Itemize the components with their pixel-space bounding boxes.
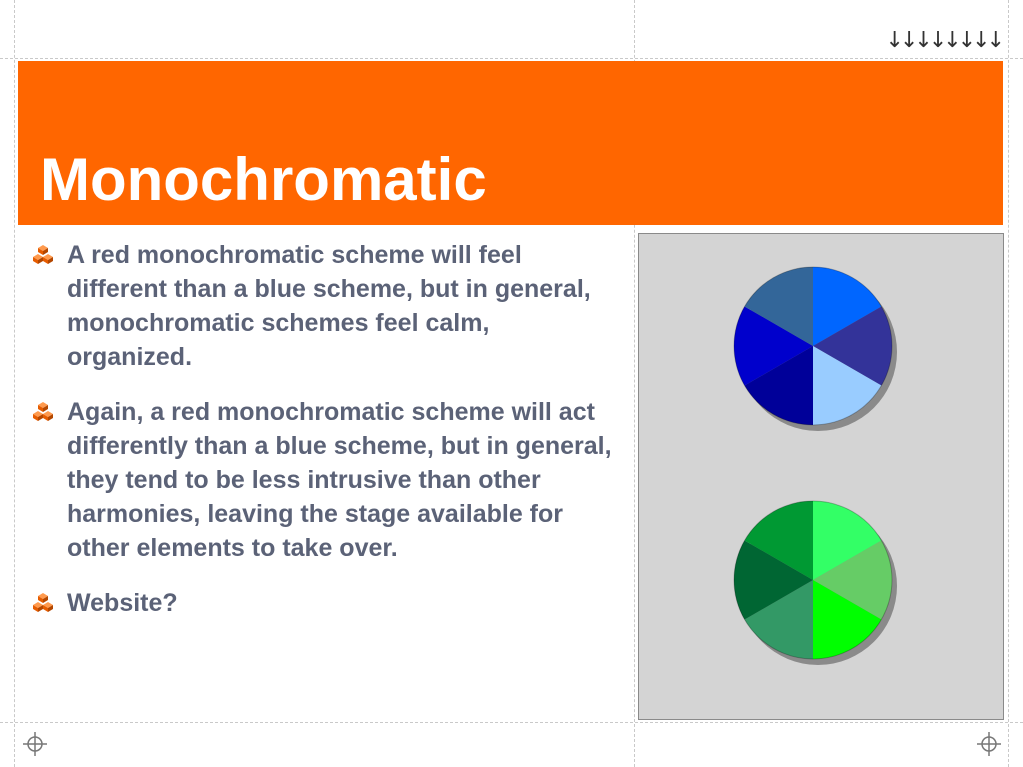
guide-line-right — [1008, 0, 1009, 767]
color-wheel-image — [638, 233, 1004, 720]
guide-line-bottom — [0, 722, 1023, 723]
bullet-text: Website? — [67, 589, 178, 617]
green-color-wheel — [731, 498, 901, 668]
cubes-bullet-icon — [32, 244, 54, 266]
bullet-item — [30, 238, 620, 374]
cubes-bullet-icon — [32, 592, 54, 614]
bullet-item — [30, 395, 620, 565]
bullet-item — [30, 586, 620, 620]
cubes-bullet-icon — [32, 401, 54, 423]
bullet-text: A red monochromatic scheme will feel different than a blue scheme, but in general, monochromatic schemes feel calm, organized. — [67, 241, 591, 371]
title-bar — [18, 61, 1003, 225]
crosshair-icon — [22, 731, 48, 757]
blue-color-wheel — [731, 264, 901, 434]
nav-arrows[interactable]: ↓↓↓↓↓↓↓↓ — [885, 28, 1001, 53]
slide-title: Monochromatic — [40, 146, 487, 213]
guide-line-top — [0, 58, 1023, 59]
crosshair-icon — [976, 731, 1002, 757]
guide-line-left — [14, 0, 15, 767]
bullet-list — [30, 238, 620, 641]
bullet-text: Again, a red monochromatic scheme will act differently than a blue scheme, but in general, they tend to be less intrusive than other harmonies, leaving the stage available for other elements to take over. — [67, 398, 612, 562]
